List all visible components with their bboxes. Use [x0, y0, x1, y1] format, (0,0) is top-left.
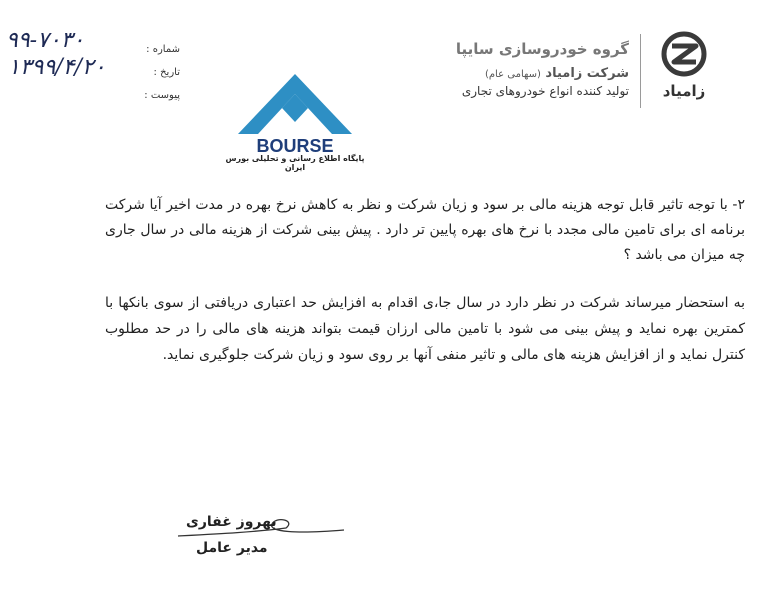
- answer-paragraph: به استحضار میرساند شرکت در نظر دارد در سال جا،ی اقدام به افزایش حد اعتباری دریافتی از سوی بانکها با کمترین بهره نماید و پیش بینی می شود با تامین مالی ارزان قیمت بتواند هزینه های مالی را در حد مطلوب کنترل نماید و از افزایش هزینه های مالی و تاثیر منفی آنها بر روی سود و زیان شرکت جلوگیری نماید.: [105, 295, 745, 363]
- bourse-caption: پایگاه اطلاع رسانی و تحلیلی بورس ایران: [225, 154, 365, 172]
- company-name-text: شرکت زامیاد: [545, 66, 629, 81]
- signatory-name: بهروز غفاری: [186, 514, 277, 530]
- letter-date-handwritten: ۱۳۹۹/۴/۲۰: [8, 55, 106, 80]
- letter-number-handwritten: ۹۹-۷۰۳۰: [6, 28, 85, 53]
- company-block: [369, 40, 629, 98]
- question-paragraph: ۲- با توجه تاثیر قابل توجه هزینه مالی بر سود و زیان شرکت و نظر به کاهش نرخ بهره در مدت اخیر آیا شرکت برنامه ای برای تامین مالی مجدد با نرخ های بهره پایین تر دارد . پیش بینی شرکت از هزینه مالی در سال جاری چه میزان می باشد ؟: [105, 197, 745, 263]
- company-description: تولید کننده انواع خودروهای تجاری: [461, 84, 629, 98]
- header-divider: [640, 34, 641, 108]
- company-name: [369, 66, 629, 81]
- group-name: گروه خودروسازی سایپا: [455, 40, 629, 58]
- company-type: (سهامی عام): [484, 69, 541, 80]
- bourse-wordmark: BOURSE: [256, 136, 334, 156]
- signatory-title: مدیر عامل: [196, 540, 268, 556]
- letter-meta: [120, 38, 180, 107]
- attachment-label: پیوست :: [144, 90, 180, 101]
- number-label: شماره :: [146, 44, 180, 55]
- date-label: تاریخ :: [153, 67, 180, 78]
- logo-wordmark: زامیاد: [662, 82, 706, 100]
